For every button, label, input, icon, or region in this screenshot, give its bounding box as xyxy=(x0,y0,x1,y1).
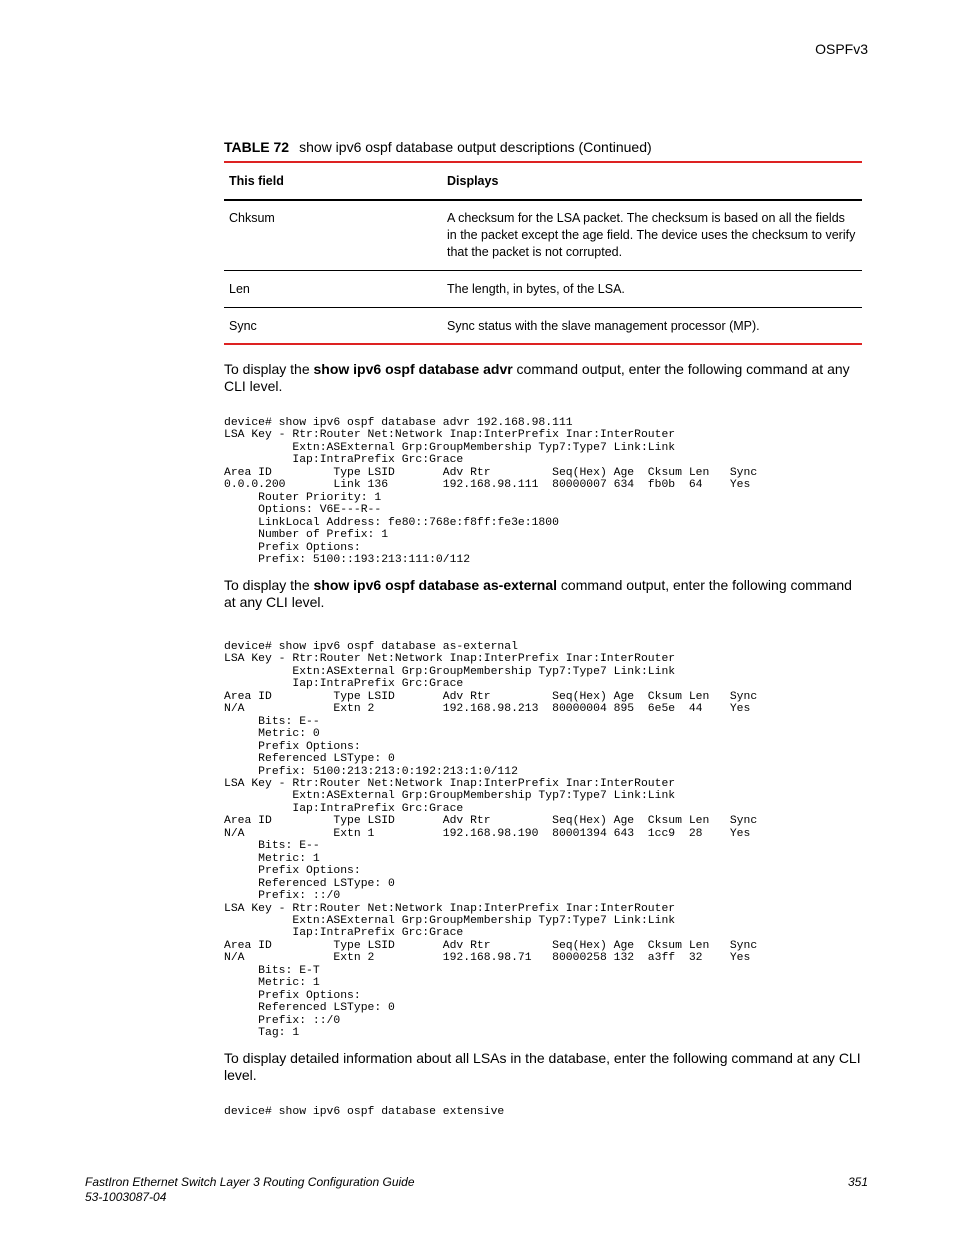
code-block-as-external: device# show ipv6 ospf database as-external LSA Key - Rtr:Router Net:Network Inap:InterPrefix Inar:InterRouter Extn:ASExternal Grp:GroupMembership Typ7:Type7 Link:Link Iap:IntraPrefix Grc:Grace Area ID Type LSID Adv Rtr Seq(Hex) Age Cksum Len Sync N/A Extn 2 192.168.98.213 80000004 895 6e5e 44 Yes Bits: E-- Metric: 0 Prefix Options: Referenced LSType: 0 Prefix: 5100:213:213:0:192:213:1:0/112 LSA Key - Rtr:Router Net:Network Inap:InterPrefix Inar:InterRouter Extn:ASExternal Grp:GroupMembership Typ7:Type7 Link:Link Iap:IntraPrefix Grc:Grace Area ID Type LSID Adv Rtr Seq(Hex) Age Cksum Len Sync N/A Extn 1 192.168.98.190 80001394 643 1cc9 28 Yes Bits: E-- Metric: 1 Prefix Options: Referenced LSType: 0 Prefix: ::/0 LSA Key - Rtr:Router Net:Network Inap:InterPrefix Inar:InterRouter Extn:ASExternal Grp:GroupMembership Typ7:Type7 Link:Link Iap:IntraPrefix Grc:Grace Area ID Type LSID Adv Rtr Seq(Hex) Age Cksum Len Sync N/A Extn 2 192.168.98.71 80000258 132 a3ff 32 Yes Bits: E-T Metric: 1 Prefix Options: Referenced LSType: 0 Prefix: ::/0 Tag: 1 xyxy=(224,641,758,1040)
field-description: Sync status with the slave management processor (MP). xyxy=(447,318,760,333)
footer-guide-title: FastIron Ethernet Switch Layer 3 Routing Configuration Guide xyxy=(85,1175,415,1189)
field-description: A checksum for the LSA packet. The checksum is based on all the fields in the packet except the age field. The device uses the checksum to verify that the packet is not corrupted. xyxy=(447,211,856,259)
paragraph-extensive: To display detailed information about all LSAs in the database, enter the following command at any CLI level. xyxy=(224,1050,861,1083)
paragraph-as-external: To display the show ipv6 ospf database as-external command output, enter the following command at any CLI level. xyxy=(224,577,852,610)
paragraph-advr: To display the show ipv6 ospf database advr command output, enter the following command at any CLI level. xyxy=(224,361,850,394)
field-description: The length, in bytes, of the LSA. xyxy=(447,281,625,296)
footer-document-info xyxy=(85,1175,415,1205)
code-block-extensive: device# show ipv6 ospf database extensive xyxy=(224,1106,505,1118)
table-caption-text: show ipv6 ospf database output descriptions (Continued) xyxy=(299,139,652,155)
table-row xyxy=(224,200,862,270)
running-header: OSPFv3 xyxy=(815,41,868,57)
column-header-field: This field xyxy=(229,174,284,188)
command-name: show ipv6 ospf database as-external xyxy=(313,577,558,593)
column-header-displays: Displays xyxy=(447,174,499,188)
table-row xyxy=(224,307,862,344)
table-row xyxy=(224,270,862,307)
page-number: 351 xyxy=(847,1175,868,1189)
command-name: show ipv6 ospf database advr xyxy=(313,361,513,377)
field-name: Len xyxy=(229,281,250,296)
field-name: Sync xyxy=(229,318,257,333)
table-number: TABLE 72 xyxy=(224,139,290,155)
table-header-row xyxy=(224,162,862,200)
footer-doc-number: 53-1003087-04 xyxy=(85,1190,167,1204)
table-caption xyxy=(224,139,652,155)
output-descriptions-table xyxy=(224,161,862,345)
code-block-advr: device# show ipv6 ospf database advr 192.168.98.111 LSA Key - Rtr:Router Net:Network Inap:InterPrefix Inar:InterRouter Extn:ASExternal Grp:GroupMembership Typ7:Type7 Link:Link Iap:IntraPrefix Grc:Grace Area ID Type LSID Adv Rtr Seq(Hex) Age Cksum Len Sync 0.0.0.200 Link 136 192.168.98.111 80000007 634 fb0b 64 Yes Router Priority: 1 Options: V6E---R-- LinkLocal Address: fe80::768e:f8ff:fe3e:1800 Number of Prefix: 1 Prefix Options: Prefix: 5100::193:213:111:0/112 xyxy=(224,417,758,566)
field-name: Chksum xyxy=(229,211,275,225)
